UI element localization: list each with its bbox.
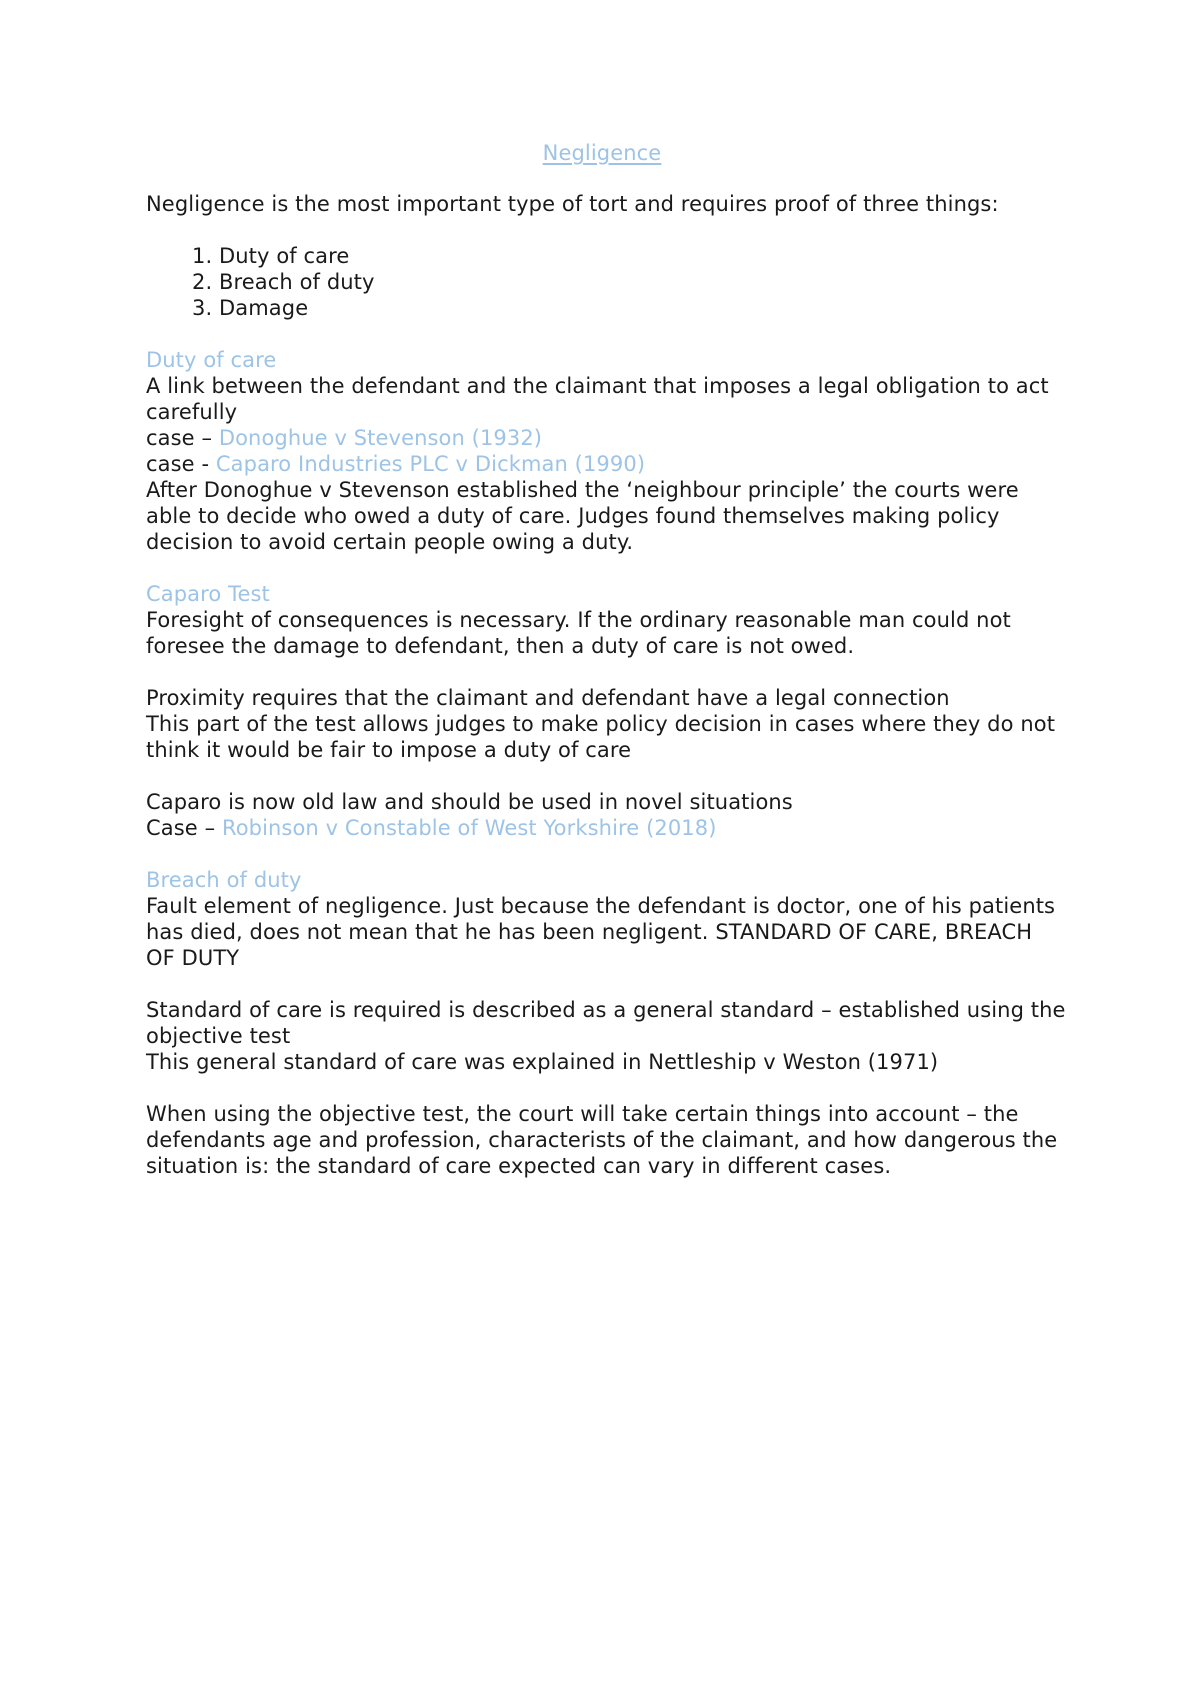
case-prefix: case – xyxy=(146,426,219,450)
spacer xyxy=(146,555,1066,581)
spacer xyxy=(146,321,1066,347)
case-line xyxy=(146,451,1066,477)
page-title: Negligence xyxy=(542,141,662,165)
list-item: 2. Breach of duty xyxy=(219,269,1066,295)
standard-paragraph: Standard of care is required is described as a general standard – established using the objective test xyxy=(146,998,1066,1048)
section-heading-breach-of-duty: Breach of duty xyxy=(146,868,302,892)
elements-list xyxy=(146,243,1066,321)
objective-paragraph: When using the objective test, the court will take certain things into account – the defendants age and profession, characterists of the claimant, and how dangerous the situation is: the standard of care expected can vary in different cases. xyxy=(146,1102,1058,1178)
case-prefix: Case – xyxy=(146,816,222,840)
case-name: Robinson v Constable of West Yorkshire (2018) xyxy=(221,816,717,840)
policy-paragraph: This part of the test allows judges to make policy decision in cases where they do not think it would be fair to impose a duty of care xyxy=(146,712,1056,762)
section-heading-caparo-test: Caparo Test xyxy=(146,582,270,606)
duty-definition: A link between the defendant and the claimant that imposes a legal obligation to act carefully xyxy=(146,374,1049,424)
spacer xyxy=(146,659,1066,685)
section-heading-duty-of-care: Duty of care xyxy=(146,348,277,372)
nettleship-paragraph: This general standard of care was explained in Nettleship v Weston (1971) xyxy=(146,1050,939,1074)
spacer xyxy=(146,971,1066,997)
intro-paragraph: Negligence is the most important type of tort and requires proof of three things: xyxy=(146,192,999,216)
list-item: 3. Damage xyxy=(219,295,1066,321)
old-law-paragraph: Caparo is now old law and should be used in novel situations xyxy=(146,790,793,814)
list-item: 1. Duty of care xyxy=(219,243,1066,269)
case-line xyxy=(146,425,1066,451)
case-name: Donoghue v Stevenson (1932) xyxy=(218,426,543,450)
document-page xyxy=(146,140,1066,1179)
duty-paragraph: After Donoghue v Stevenson established the ‘neighbour principle’ the courts were able to decide who owed a duty of care. Judges found themselves making policy decision to avoid certain people owing a duty. xyxy=(146,478,1019,554)
proximity-paragraph: Proximity requires that the claimant and defendant have a legal connection xyxy=(146,686,950,710)
foresight-paragraph: Foresight of consequences is necessary. If the ordinary reasonable man could not foresee the damage to defendant, then a duty of care is not owed. xyxy=(146,608,1011,658)
fault-paragraph: Fault element of negligence. Just because the defendant is doctor, one of his patients has died, does not mean that he has been negligent. STANDARD OF CARE, BREACH OF DUTY xyxy=(146,894,1056,970)
spacer xyxy=(146,217,1066,243)
spacer xyxy=(146,1075,1066,1101)
case-line xyxy=(146,815,1066,841)
case-prefix: case - xyxy=(146,452,216,476)
spacer xyxy=(146,841,1066,867)
spacer xyxy=(146,763,1066,789)
case-name: Caparo Industries PLC v Dickman (1990) xyxy=(215,452,646,476)
